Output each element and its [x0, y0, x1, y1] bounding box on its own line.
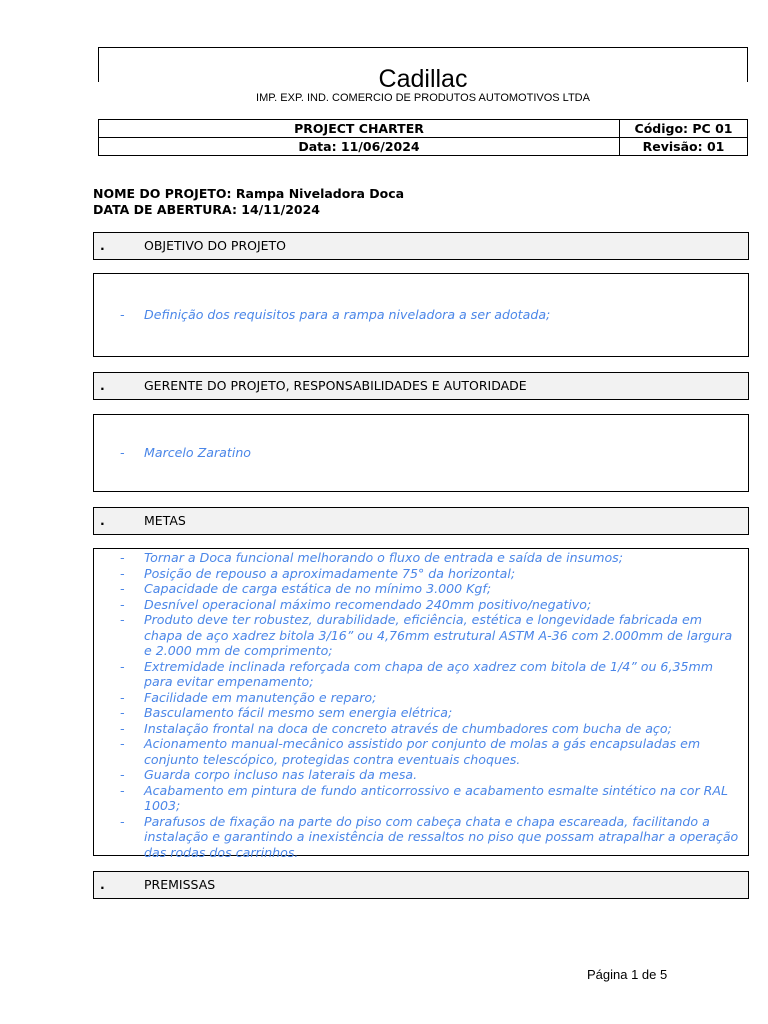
- goal-item: [94, 566, 740, 582]
- goal-text: Parafusos de fixação na parte do piso com cabeça chata e chapa escareada, facilitando a instalação e garantindo a inexistência de ressaltos no piso que possam atrapalhar a operação das rodas dos carrinhos.: [144, 813, 739, 860]
- goal-item: [94, 612, 740, 659]
- section-goals-header: [93, 507, 749, 535]
- list-dash: -: [120, 720, 125, 736]
- section-bullet: .: [100, 513, 105, 528]
- section-objective-title: OBJETIVO DO PROJETO: [144, 238, 287, 253]
- section-bullet: .: [100, 877, 105, 892]
- charter-title: PROJECT CHARTER: [99, 120, 620, 138]
- section-bullet: .: [100, 238, 105, 253]
- company-name: Cadillac: [378, 65, 468, 93]
- section-premises-title: PREMISSAS: [144, 877, 216, 892]
- goal-text: Desnível operacional máximo recomendado 240mm positivo/negativo;: [144, 596, 592, 612]
- goal-item: [94, 550, 740, 566]
- list-dash: -: [120, 705, 125, 720]
- goal-text: Extremidade inclinada reforçada com chapa de aço xadrez com bitola de 1/4” ou 6,35mm para evitar empenamento;: [144, 658, 714, 689]
- goal-item: [94, 581, 740, 597]
- charter-date: Data: 11/06/2024: [99, 138, 620, 156]
- goal-item: [94, 690, 740, 706]
- goal-text: Capacidade de carga estática de no mínimo 3.000 Kgf;: [144, 581, 492, 596]
- goal-text: Produto deve ter robustez, durabilidade, eficiência, estética e longevidade fabricada em chapa de aço xadrez bitola 3/16” ou 4,76mm estrutural ASTM A-36 com 2.000mm de largura e 2.000 mm de comprimento;: [144, 612, 733, 658]
- list-dash: -: [120, 581, 125, 596]
- objective-item: Definição dos requisitos para a rampa niveladora a ser adotada;: [144, 307, 551, 322]
- project-opening-date: DATA DE ABERTURA: 14/11/2024: [93, 202, 321, 217]
- list-dash: -: [120, 689, 125, 705]
- section-goals-content: [93, 548, 749, 860]
- goal-item: [94, 659, 740, 690]
- list-dash: -: [120, 565, 125, 581]
- goal-item: [94, 721, 740, 737]
- goal-item: [94, 705, 740, 721]
- goal-text: Basculamento fácil mesmo sem energia elétrica;: [144, 705, 453, 720]
- list-dash: -: [120, 550, 125, 565]
- project-name: NOME DO PROJETO: Rampa Niveladora Doca: [93, 186, 405, 201]
- goal-text: Tornar a Doca funcional melhorando o fluxo de entrada e saída de insumos;: [144, 550, 623, 565]
- charter-table: [98, 119, 748, 156]
- goal-item: [94, 767, 740, 783]
- page-number: Página 1 de 5: [587, 967, 668, 982]
- goal-text: Facilidade em manutenção e reparo;: [144, 689, 377, 705]
- list-dash: -: [120, 445, 125, 460]
- list-dash: -: [120, 596, 125, 612]
- list-dash: -: [120, 612, 125, 627]
- goal-item: [94, 736, 740, 767]
- goal-item: [94, 783, 740, 814]
- goal-item: [94, 597, 740, 613]
- list-dash: -: [120, 813, 125, 829]
- charter-code: Código: PC 01: [620, 120, 748, 138]
- goal-text: Acabamento em pintura de fundo anticorrossivo e acabamento esmalte sintético na cor RAL 1003;: [144, 782, 729, 813]
- section-manager-title: GERENTE DO PROJETO, RESPONSABILIDADES E AUTORIDADE: [144, 378, 527, 393]
- section-bullet: .: [100, 378, 105, 393]
- section-objective-header: [93, 232, 749, 260]
- goals-list: [94, 549, 748, 861]
- goal-text: Posição de repouso a aproximadamente 75° da horizontal;: [144, 565, 516, 581]
- list-dash: -: [120, 658, 125, 674]
- goal-text: Guarda corpo incluso nas laterais da mesa.: [144, 767, 418, 782]
- manager-name: Marcelo Zaratino: [144, 445, 252, 460]
- list-dash: -: [120, 767, 125, 782]
- section-goals-title: METAS: [144, 513, 186, 528]
- charter-revision: Revisão: 01: [620, 138, 748, 156]
- section-manager-header: [93, 372, 749, 400]
- list-dash: -: [120, 307, 125, 322]
- section-objective-content: [93, 273, 749, 357]
- goal-text: Instalação frontal na doca de concreto através de chumbadores com bucha de aço;: [144, 720, 672, 736]
- section-manager-content: [93, 414, 749, 492]
- goal-item: [94, 814, 740, 861]
- list-dash: -: [120, 736, 125, 751]
- goal-text: Acionamento manual-mecânico assistido por conjunto de molas a gás encapsuladas em conjunto telescópico, protegidas contra eventuais choques.: [144, 736, 701, 767]
- list-dash: -: [120, 782, 125, 798]
- company-subtitle: IMP. EXP. IND. COMERCIO DE PRODUTOS AUTOMOTIVOS LTDA: [256, 92, 590, 104]
- section-premises-header: [93, 871, 749, 899]
